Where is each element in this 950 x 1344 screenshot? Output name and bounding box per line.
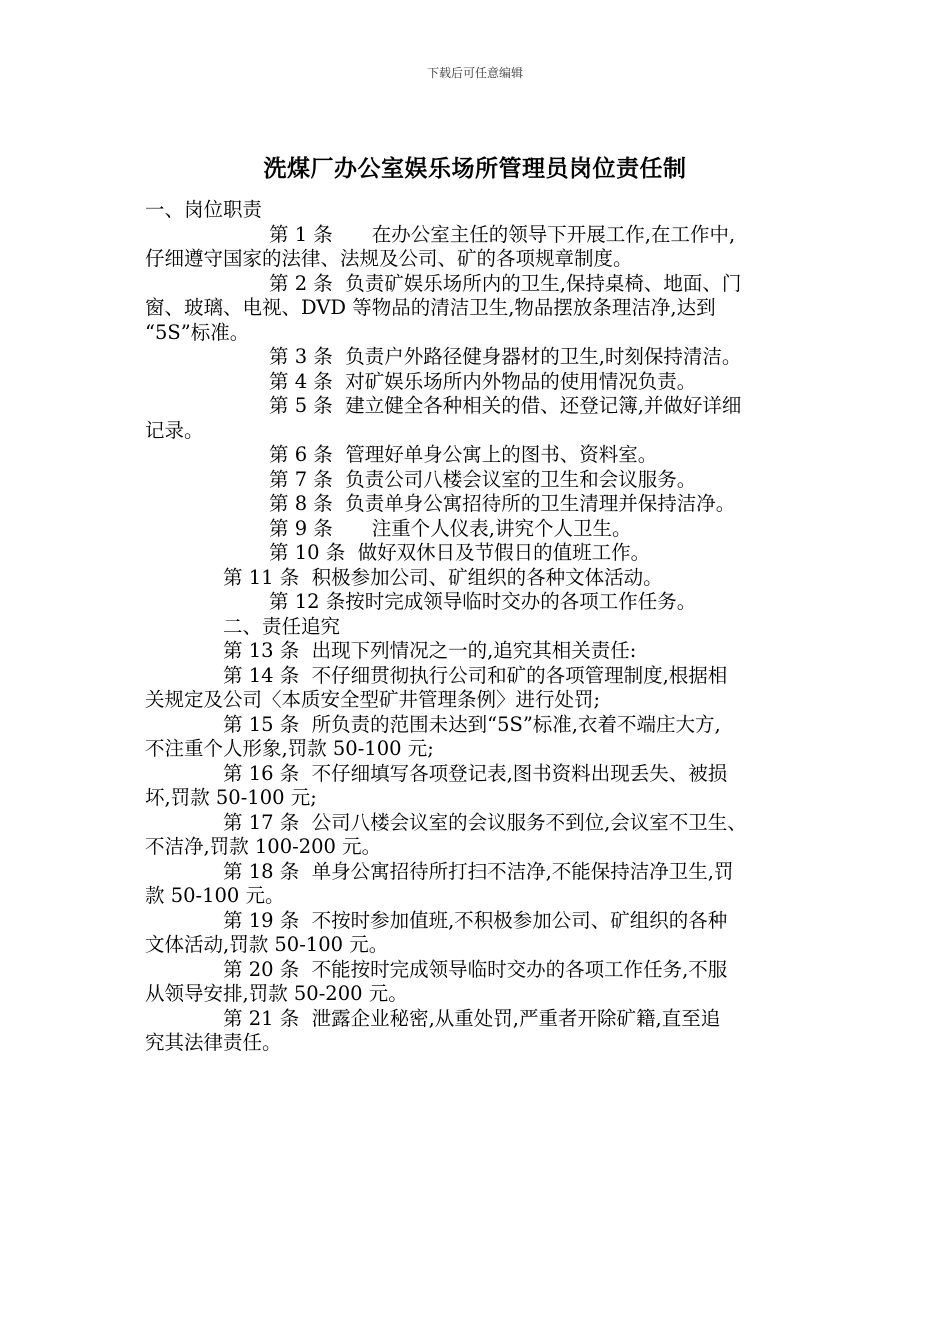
article-4: 第 4 条 对矿娱乐场所内外物品的使用情况负责。 bbox=[269, 369, 697, 393]
article-14: 第 14 条 不仔细贯彻执行公司和矿的各项管理制度,根据相 bbox=[223, 663, 728, 687]
article-14-cont: 关规定及公司〈本质安全型矿井管理条例〉进行处罚; bbox=[145, 688, 601, 711]
article-9: 第 9 条 注重个人仪表,讲究个人卫生。 bbox=[269, 516, 632, 540]
article-15-cont: 不注重个人形象,罚款 50-100 元; bbox=[145, 737, 434, 760]
article-16-cont: 坏,罚款 50-100 元; bbox=[145, 786, 317, 809]
article-6: 第 6 条 管理好单身公寓上的图书、资料室。 bbox=[269, 443, 658, 466]
article-7: 第 7 条 负责公司八楼会议室的卫生和会议服务。 bbox=[269, 467, 697, 491]
article-2-cont: 窗、玻璃、电视、DVD 等物品的清洁卫生,物品摆放条理洁净,达到 bbox=[145, 296, 716, 319]
article-3: 第 3 条 负责户外路径健身器材的卫生,时刻保持清洁。 bbox=[269, 345, 742, 368]
article-18-cont: 款 50-100 元。 bbox=[145, 884, 285, 907]
article-8: 第 8 条 负责单身公寓招待所的卫生清理并保持洁净。 bbox=[269, 492, 736, 515]
article-20-cont: 从领导安排,罚款 50-200 元。 bbox=[145, 982, 408, 1005]
article-18: 第 18 条 单身公寓招待所打扫不洁净,不能保持洁净卫生,罚 bbox=[223, 859, 734, 883]
article-16: 第 16 条 不仔细填写各项登记表,图书资料出现丢失、被损 bbox=[223, 761, 728, 785]
article-13: 第 13 条 出现下列情况之一的,追究其相关责任: bbox=[223, 639, 637, 662]
article-1: 第 1 条 在办公室主任的领导下开展工作,在工作中, bbox=[269, 222, 736, 246]
article-20: 第 20 条 不能按时完成领导临时交办的各项工作任务,不服 bbox=[223, 957, 728, 981]
article-5: 第 5 条 建立健全各种相关的借、还登记簿,并做好详细 bbox=[269, 394, 742, 417]
section-heading-duties: 一、岗位职责 bbox=[145, 198, 263, 221]
article-11: 第 11 条 积极参加公司、矿组织的各种文体活动。 bbox=[223, 565, 663, 589]
article-2: 第 2 条 负责矿娱乐场所内的卫生,保持桌椅、地面、门 bbox=[269, 271, 742, 295]
article-17: 第 17 条 公司八楼会议室的会议服务不到位,会议室不卫生、 bbox=[223, 810, 747, 834]
article-5-cont: 记录。 bbox=[145, 418, 204, 442]
document-body bbox=[145, 198, 820, 1056]
article-10: 第 10 条 做好双休日及节假日的值班工作。 bbox=[269, 541, 651, 564]
article-15: 第 15 条 所负责的范围未达到“5S”标准,衣着不端庄大方, bbox=[223, 712, 721, 736]
section-heading-accountability: 二、责任追究 bbox=[223, 614, 341, 638]
article-12: 第 12 条按时完成领导临时交办的各项工作任务。 bbox=[269, 590, 697, 613]
header-note: 下载后可任意编辑 bbox=[426, 66, 523, 80]
article-21: 第 21 条 泄露企业秘密,从重处罚,严重者开除矿籍,直至追 bbox=[223, 1006, 721, 1030]
article-21-cont: 究其法律责任。 bbox=[145, 1031, 282, 1054]
article-17-cont: 不洁净,罚款 100-200 元。 bbox=[145, 835, 382, 858]
article-19: 第 19 条 不按时参加值班,不积极参加公司、矿组织的各种 bbox=[223, 908, 728, 932]
document-title: 洗煤厂办公室娱乐场所管理员岗位责任制 bbox=[263, 155, 687, 182]
article-2-cont-2: “5S”标准。 bbox=[145, 320, 250, 344]
article-1-cont: 仔细遵守国家的法律、法规及公司、矿的各项规章制度。 bbox=[145, 247, 633, 270]
article-19-cont: 文体活动,罚款 50-100 元。 bbox=[145, 933, 389, 956]
